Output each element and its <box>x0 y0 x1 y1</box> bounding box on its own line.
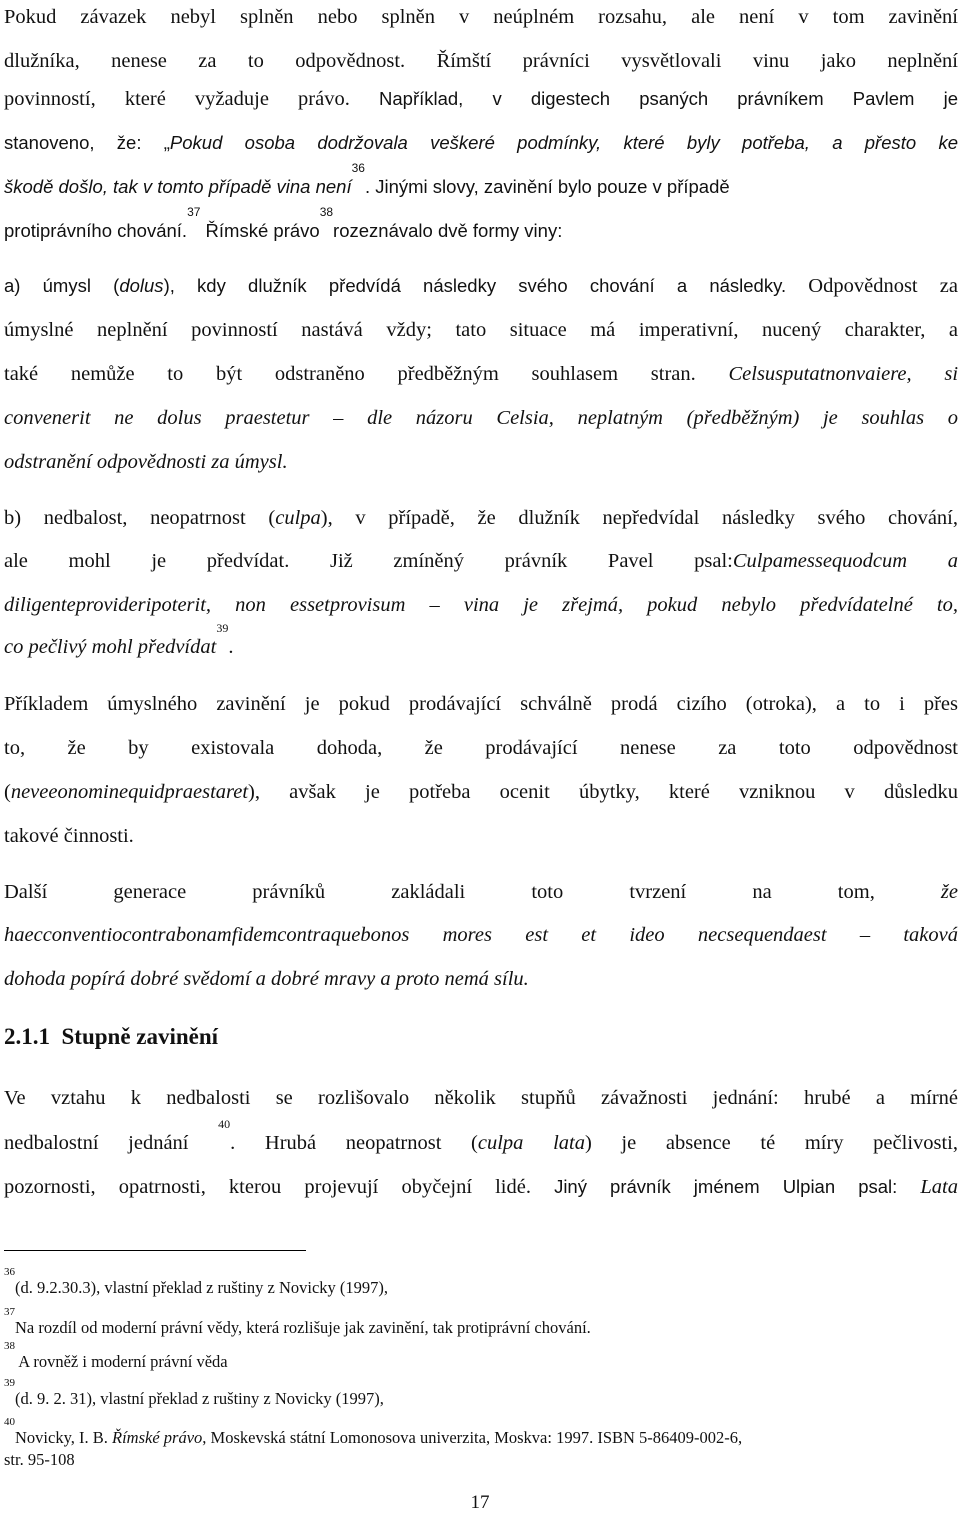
text-span: ), v případě, že dlužník nepředvídal následky svého chování, <box>320 507 958 529</box>
footnote-37 <box>4 1306 958 1339</box>
footnote-40-continuation: str. 95-108 <box>4 1450 75 1469</box>
footnote-number: 37 <box>4 1306 15 1318</box>
term-culpa-lata: culpa lata <box>477 1132 585 1154</box>
text-span: povinností, které vyžaduje právo. <box>4 88 350 110</box>
text-span: že <box>940 881 958 903</box>
footnote-text: Na rozdíl od moderní právní vědy, která rozlišuje jak zavinění, tak protiprávní chování. <box>15 1318 591 1337</box>
footnote-text: Novicky, I. B. <box>15 1428 113 1447</box>
text-line <box>4 273 958 299</box>
section-heading <box>4 1022 218 1052</box>
text-line: odstranění odpovědnosti za úmysl. <box>4 451 288 473</box>
text-line <box>4 1174 958 1200</box>
text-span: Jiný právník jménem Ulpian psal: <box>530 1176 921 1197</box>
text-line <box>4 779 958 805</box>
section-number: 2.1.1 <box>4 1024 50 1049</box>
text-line <box>4 86 958 112</box>
footnote-ref: 36 <box>351 161 365 175</box>
text-span: ) je absence té míry pečlivosti, <box>584 1132 959 1154</box>
book-title: Římské právo <box>112 1428 203 1447</box>
quote-text: Pokud osoba dodržovala veškeré podmínky, které byly potřeba, a přesto ke <box>169 132 958 153</box>
text-span: Další generace právníků zakládali toto tvrzení na tom, <box>4 881 941 903</box>
text-line: to, že by existovala dohoda, že prodávající nenese za toto odpovědnost <box>4 737 958 759</box>
text-line: Pokud závazek nebyl splněn nebo splněn v neúplném rozsahu, ale není v tom zavinění <box>4 6 958 28</box>
text-line: úmyslné neplnění povinností nastává vždy; tato situace má imperativní, nucený charakter, a <box>4 319 958 341</box>
text-line <box>4 621 958 660</box>
text-span: nedbalostní jednání <box>4 1132 219 1154</box>
text-span: Například, v digestech psaných právníkem Pavlem je <box>349 88 959 109</box>
text-span: . <box>228 636 234 658</box>
footnote-number: 36 <box>4 1266 15 1278</box>
text-span: ( <box>4 781 11 803</box>
footnote-ref: 40 <box>218 1117 231 1131</box>
footnote-text: (d. 9.2.30.3), vlastní překlad z ruštiny z Novicky (1997), <box>15 1278 389 1297</box>
text-span: stanoveno, že: „ <box>4 132 170 153</box>
footnote-separator <box>4 1250 306 1251</box>
text-span: pozornosti, opatrnosti, kterou projevují obyčejní lidé. <box>4 1176 531 1198</box>
quote-text: škodě došlo, tak v tomto případě vina není <box>4 176 352 197</box>
text-line <box>4 361 958 387</box>
footnote-text: A rovněž i moderní právní věda <box>15 1352 228 1371</box>
text-span: rozeznávalo dvě formy viny: <box>333 220 563 241</box>
text-span: ), avšak je potřeba ocenit úbytky, které vzniknou v důsledku <box>248 781 958 803</box>
footnote-number: 40 <box>4 1416 15 1428</box>
text-line: dohoda popírá dobré svědomí a dobré mravy a proto nemá sílu. <box>4 968 529 990</box>
latin-text: neveeonominequidpraestaret <box>10 781 249 803</box>
footnote-text: , Moskevská státní Lomonosova univerzita, Moskva: 1997. ISBN 5-86409-002-6, <box>202 1428 743 1447</box>
footnote-ref: 38 <box>319 205 334 219</box>
text-line <box>4 1117 959 1156</box>
text-line: haecconventiocontrabonamfidemcontraquebonos mores est et ideo necsequendaest – taková <box>4 924 958 946</box>
footnote-40 <box>4 1416 958 1449</box>
latin-text: co pečlivý mohl předvídat <box>4 636 217 658</box>
text-line: convenerit ne dolus praestetur – dle názoru Celsia, neplatným (předběžným) je souhlas o <box>4 407 958 429</box>
text-span: . Jinými slovy, zavinění bylo pouze v případě <box>364 176 730 197</box>
text-line: diligenteprovideripoterit, non essetprovisum – vina je zřejmá, pokud nebylo předvídatelné to, <box>4 594 958 616</box>
text-span: b) nedbalost, neopatrnost ( <box>4 507 276 529</box>
latin-text: Culpamessequodcum a <box>732 550 958 572</box>
latin-text: Lata <box>920 1176 958 1198</box>
section-title: Stupně zavinění <box>61 1024 219 1049</box>
text-line: Příkladem úmyslného zavinění je pokud prodávající schválně prodá cizího (otroka), a to i přes <box>4 693 958 715</box>
text-span: Odpovědnost za <box>786 275 959 297</box>
term-culpa: culpa <box>275 507 321 529</box>
text-span: protiprávního chování. <box>4 220 188 241</box>
text-line <box>4 548 958 574</box>
text-span: . Hrubá neopatrnost ( <box>230 1132 478 1154</box>
footnote-number: 38 <box>4 1340 15 1352</box>
term-dolus: dolus <box>119 275 164 296</box>
page-number: 17 <box>470 1492 490 1513</box>
text-span: ), kdy dlužník předvídá následky svého chování a následky. <box>163 275 787 296</box>
footnote-36 <box>4 1266 958 1299</box>
footnote-text: (d. 9. 2. 31), vlastní překlad z ruštiny z Novicky (1997), <box>15 1389 384 1408</box>
footnote-38 <box>4 1340 958 1373</box>
text-span: také nemůže to být odstraněno předběžným souhlasem stran. <box>4 363 696 385</box>
latin-text: Celsusputatnonvaiere, si <box>728 363 959 385</box>
text-line: Ve vztahu k nedbalosti se rozlišovalo několik stupňů závažnosti jednání: hrubé a mírné <box>4 1087 958 1109</box>
text-line: dlužníka, nenese za to odpovědnost. Římští právníci vysvětlovali vinu jako neplnění <box>4 50 958 72</box>
text-span: a) úmysl ( <box>4 275 120 296</box>
footnote-39 <box>4 1377 958 1410</box>
text-span: ale mohl je předvídat. Již zmíněný právník Pavel psal: <box>4 550 733 572</box>
text-line <box>4 505 958 531</box>
text-line <box>4 161 958 200</box>
footnote-ref: 37 <box>187 205 201 219</box>
text-line <box>4 130 958 156</box>
footnote-number: 39 <box>4 1377 15 1389</box>
text-span: Římské právo <box>200 220 320 241</box>
footnote-ref: 39 <box>216 621 229 635</box>
text-line: takové činnosti. <box>4 825 134 847</box>
text-line <box>4 879 958 905</box>
text-line <box>4 205 958 244</box>
